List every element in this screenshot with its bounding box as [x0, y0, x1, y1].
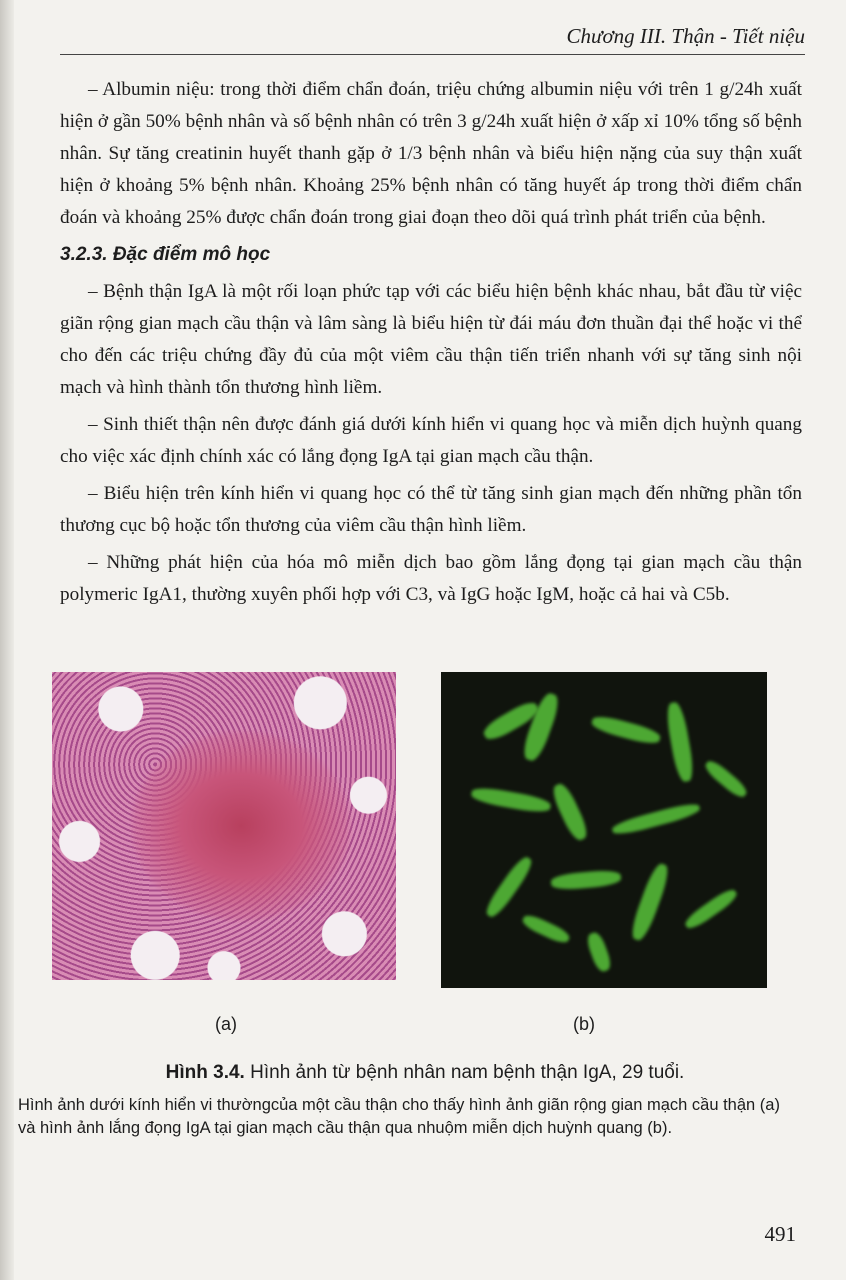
- paragraph-4: – Những phát hiện của hóa mô miễn dịch bao gồm lắng đọng tại gian mạch cầu thận polymeric IgA1, thường xuyên phối hợp với C3, và IgG hoặc IgM, hoặc cả hai và C5b.: [60, 552, 802, 605]
- figure-caption-title: [60, 1062, 790, 1084]
- page-number: 491: [764, 1222, 796, 1246]
- book-spine-shadow: [0, 0, 14, 1280]
- histology-micrograph-image: [52, 672, 396, 980]
- section-title: 3.2.3. Đặc điểm mô học: [60, 244, 271, 265]
- figure-caption-description: Hình ảnh dưới kính hiển vi thườngcủa một cầu thận cho thấy hình ảnh giãn rộng gian mạch cầu thận (a) và hình ảnh lắng đọng IgA tại gian mạch cầu thận qua nhuộm miễn dịch huỳnh quang (b).: [18, 1096, 780, 1137]
- immunofluorescence-image: [441, 672, 767, 988]
- paragraph-1: – Bệnh thận IgA là một rối loạn phức tạp với các biểu hiện bệnh khác nhau, bắt đầu từ việc giãn rộng gian mạch cầu thận và lâm sàng là biểu hiện từ đái máu đơn thuần đại thể hoặc vi thể cho đến các triệu chứng đầy đủ của một viêm cầu thận tiến triển nhanh với sự tăng sinh nội mạch và hình thành tổn thương hình liềm.: [60, 281, 802, 398]
- paragraph-2: – Sinh thiết thận nên được đánh giá dưới kính hiển vi quang học và miễn dịch huỳnh quang cho việc xác định chính xác có lắng đọng IgA tại gian mạch cầu thận.: [60, 414, 802, 467]
- running-header: Chương III. Thận - Tiết niệu: [566, 24, 805, 48]
- body-text: [60, 74, 802, 616]
- figure-number: Hình 3.4.: [165, 1062, 245, 1083]
- figure-label-b: (b): [573, 1014, 595, 1034]
- figure-label-a: (a): [215, 1014, 237, 1034]
- header-rule: [60, 54, 805, 55]
- paragraph-3: – Biểu hiện trên kính hiển vi quang học có thể từ tăng sinh gian mạch đến những phần tổn thương cục bộ hoặc tổn thương của viêm cầu thận hình liềm.: [60, 483, 802, 536]
- figure-title-text: Hình ảnh từ bệnh nhân nam bệnh thận IgA, 29 tuổi.: [244, 1062, 685, 1083]
- paragraph-albumin: – Albumin niệu: trong thời điểm chẩn đoán, triệu chứng albumin niệu với trên 1 g/24h xuất hiện ở gần 50% bệnh nhân và số bệnh nhân có trên 3 g/24h xuất hiện ở xấp xỉ 10% tổng số bệnh nhân. Sự tăng creatinin huyết thanh gặp ở 1/3 bệnh nhân và biểu hiện nặng của suy thận xuất hiện ở khoảng 5% bệnh nhân. Khoảng 25% bệnh nhân có tăng huyết áp trong thời điểm chẩn đoán và khoảng 25% được chẩn đoán trong giai đoạn theo dõi quá trình phát triển của bệnh.: [60, 79, 802, 228]
